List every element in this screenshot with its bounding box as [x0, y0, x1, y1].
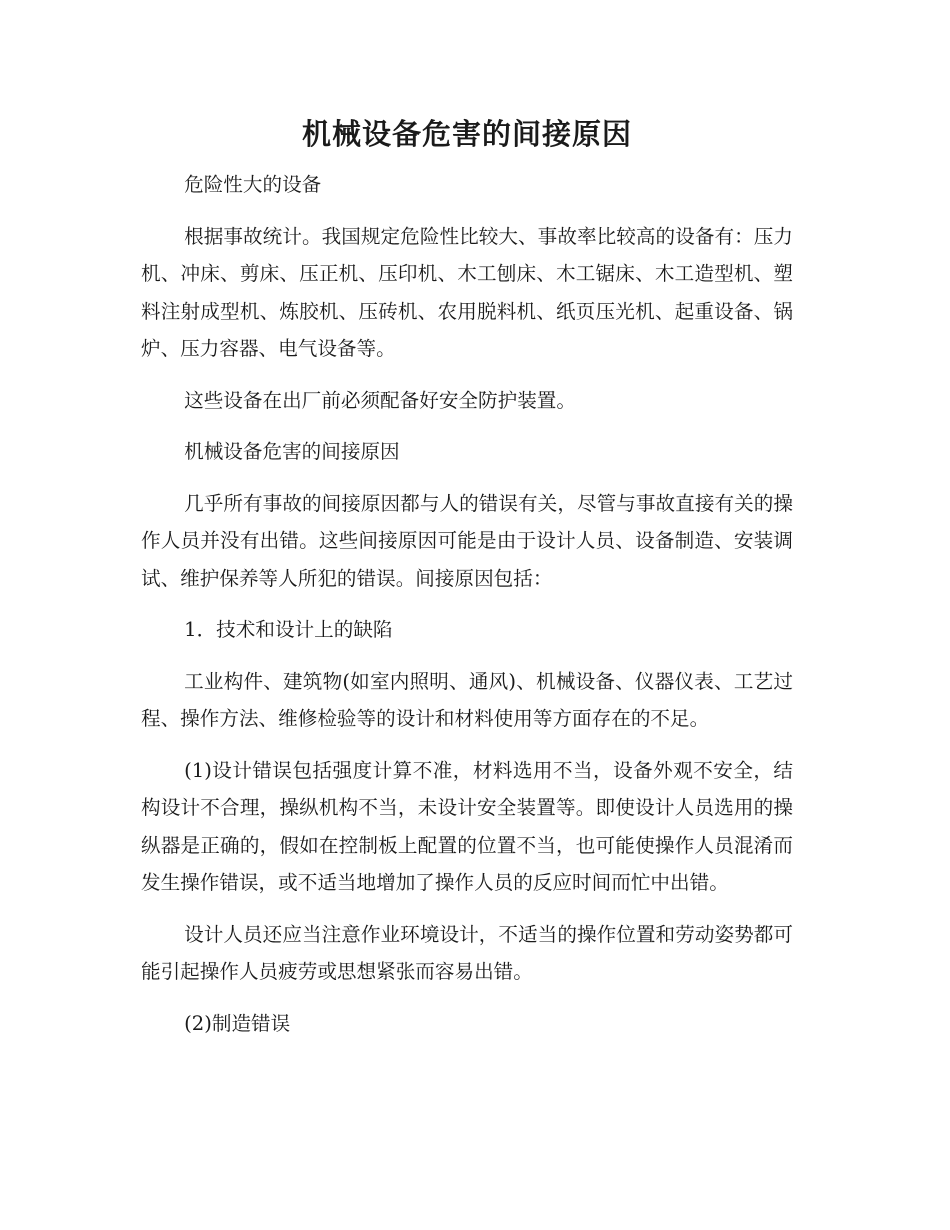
document-page [141, 112, 793, 1056]
paragraph-section-heading-dangerous-equipment: 危险性大的设备 [184, 173, 322, 196]
paragraph-design-errors: (1)设计错误包括强度计算不准，材料选用不当，设备外观不安全，结构设计不合理，操纵机构不当，未设计安全装置等。即使设计人员选用的操纵器是正确的，假如在控制板上配置的位置不当，也可能使操作人员混淆而发生操作错误，或不适当地增加了操作人员的反应时间而忙中出错。 [141, 758, 793, 894]
paragraph-design-deficiencies: 工业构件、建筑物(如室内照明、通风)、机械设备、仪器仪表、工艺过程、操作方法、维修检验等的设计和材料使用等方面存在的不足。 [141, 669, 793, 730]
paragraph-item-1-heading: 1．技术和设计上的缺陷 [184, 618, 393, 641]
document-title: 机械设备危害的间接原因 [301, 117, 632, 151]
paragraph-safety-devices: 这些设备在出厂前必须配备好安全防护装置。 [184, 388, 576, 412]
paragraph-section-heading-indirect-causes: 机械设备危害的间接原因 [184, 440, 400, 463]
paragraph-equipment-list: 根据事故统计。我国规定危险性比较大、事故率比较高的设备有：压力机、冲床、剪床、压正机、压印机、木工刨床、木工锯床、木工造型机、塑料注射成型机、炼胶机、压砖机、农用脱料机、纸页压光机、起重设备、锅炉、压力容器、电气设备等。 [141, 224, 793, 360]
paragraph-human-error: 几乎所有事故的间接原因都与人的错误有关，尽管与事故直接有关的操作人员并没有出错。这些间接原因可能是由于设计人员、设备制造、安装调试、维护保养等人所犯的错误。间接原因包括： [141, 491, 793, 590]
paragraph-work-environment: 设计人员还应当注意作业环境设计，不适当的操作位置和劳动姿势都可能引起操作人员疲劳或思想紧张而容易出错。 [141, 922, 793, 983]
paragraph-manufacturing-errors: (2)制造错误 [184, 1011, 291, 1035]
